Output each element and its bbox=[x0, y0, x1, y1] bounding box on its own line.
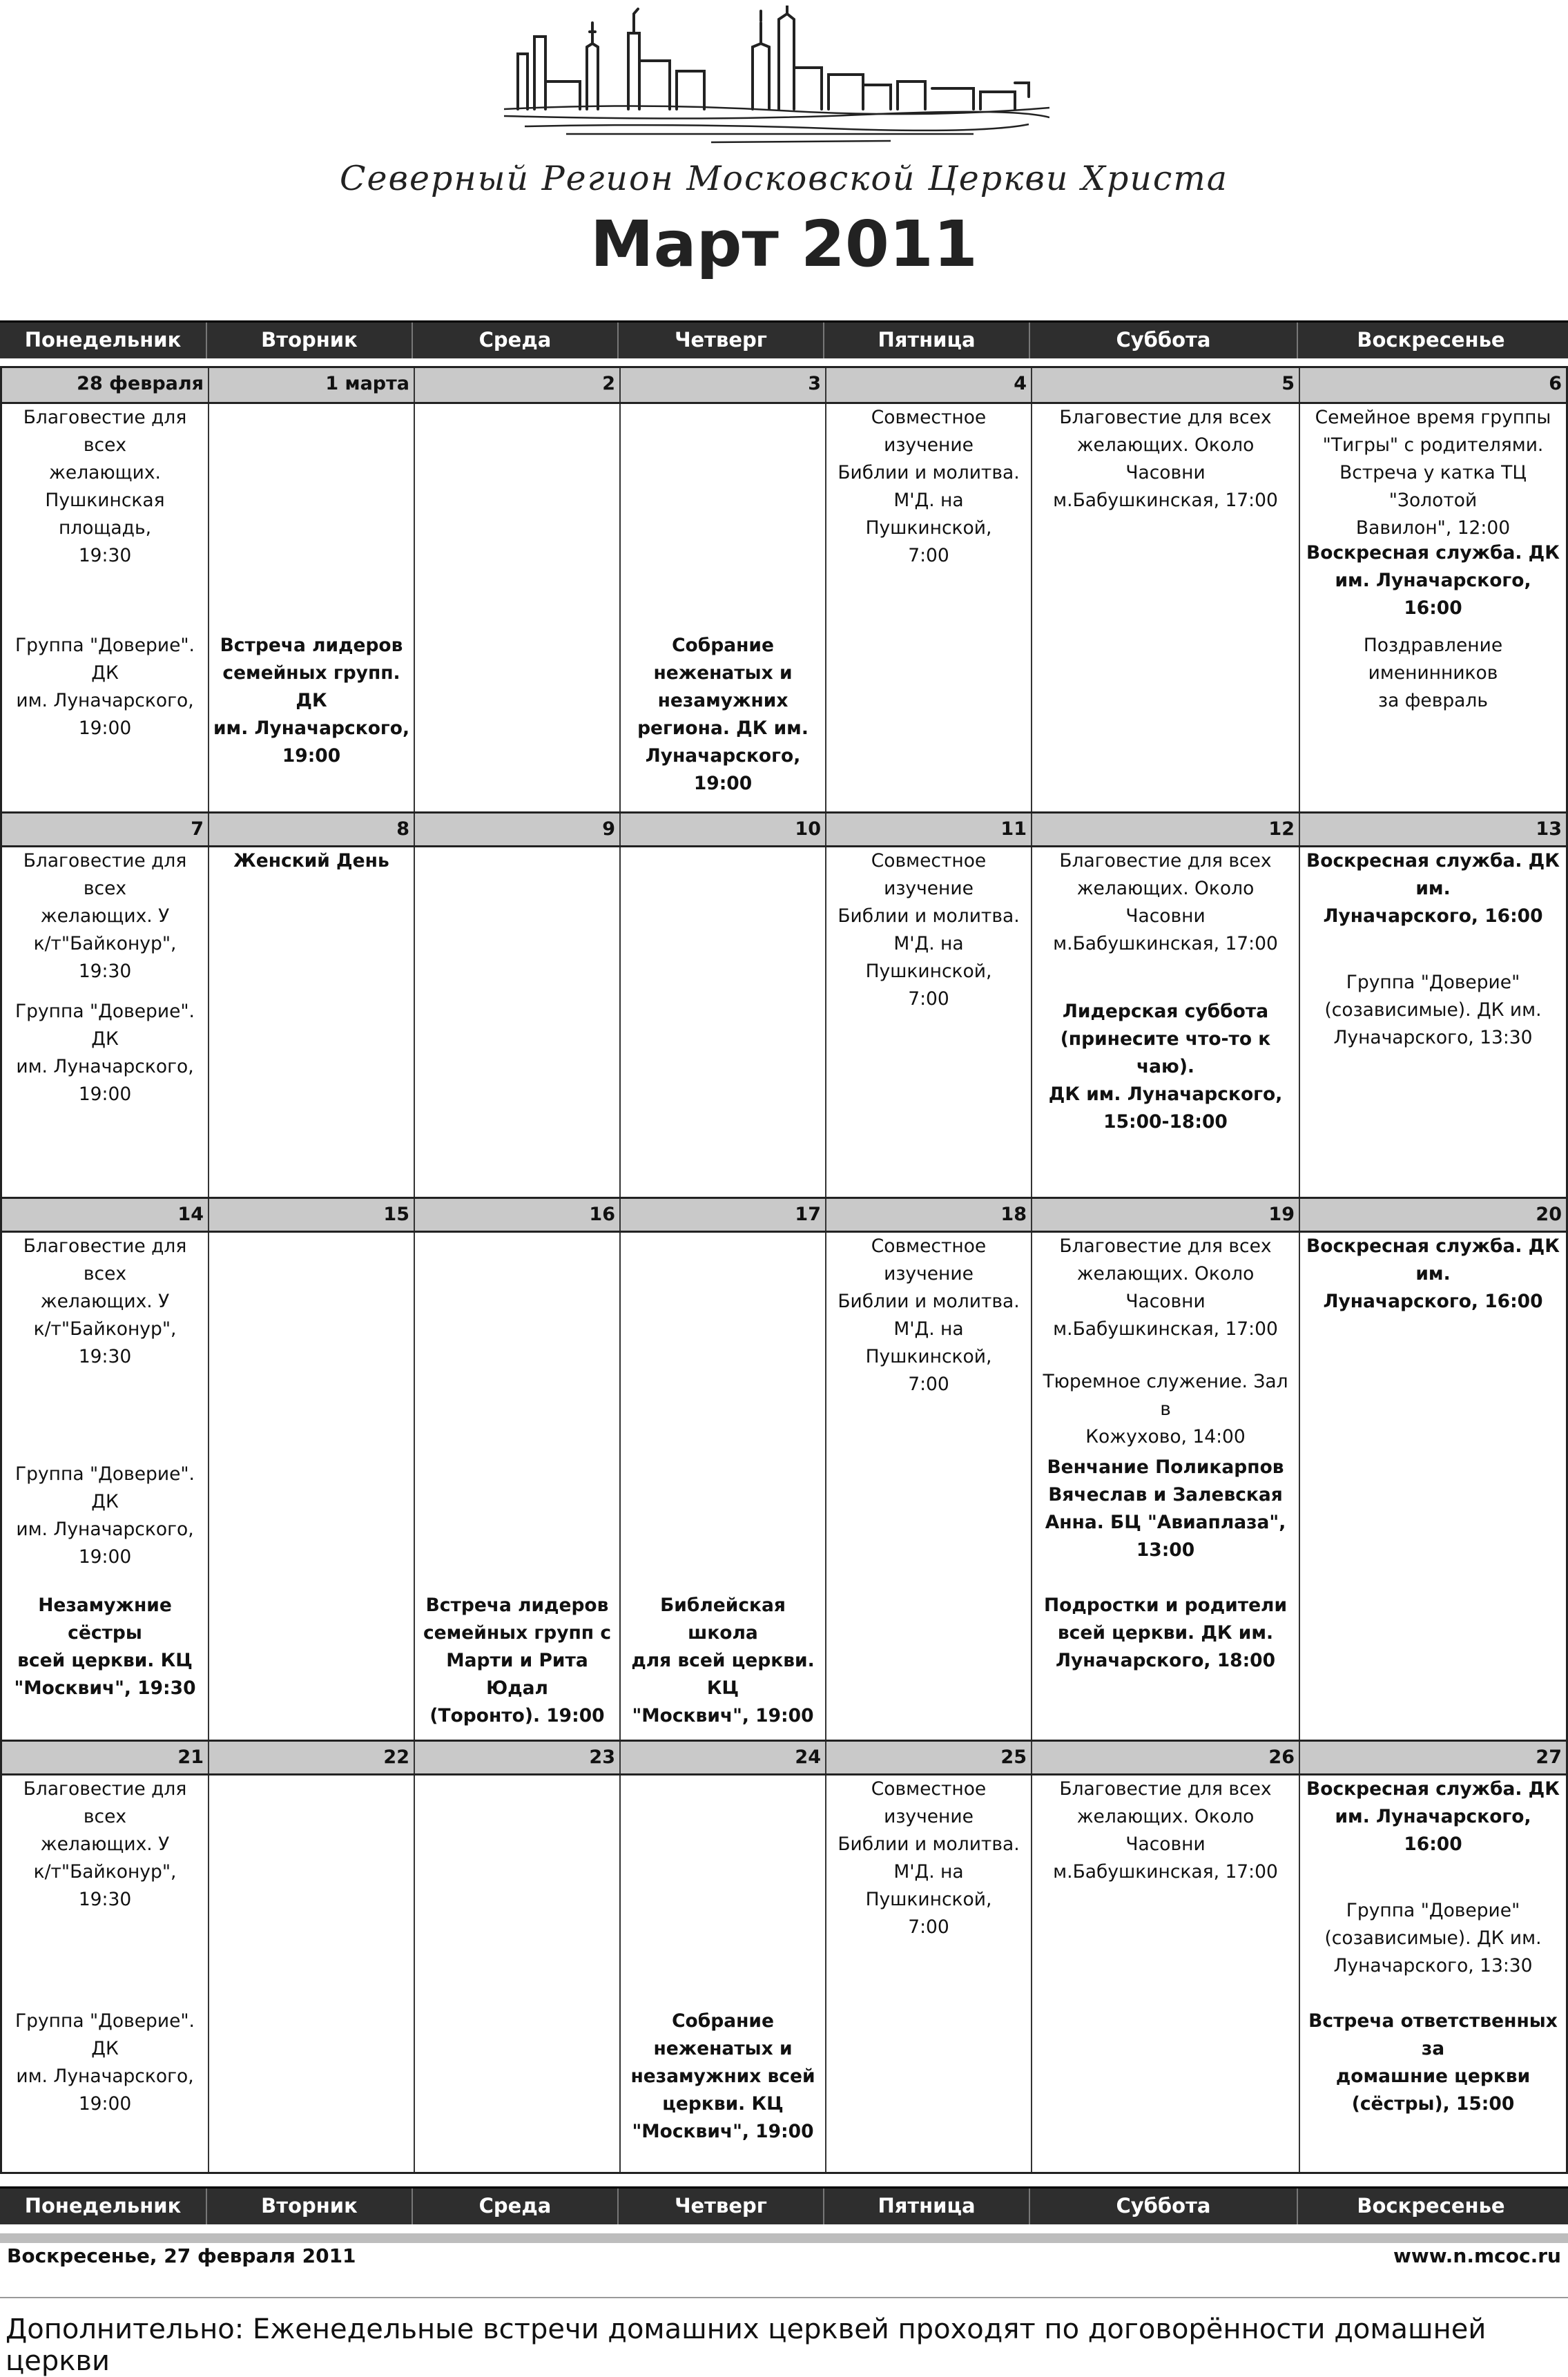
day-number: 4 bbox=[825, 368, 1031, 402]
day-cell bbox=[414, 847, 619, 1197]
calendar-event: Воскресная служба. ДК им. Луначарского, 16:00 bbox=[1306, 1778, 1560, 1855]
calendar-event: Группа "Доверие". ДК им. Луначарского, 19:00 bbox=[15, 1001, 195, 1105]
calendar-event: Совместное изучение Библии и молитва. М'Д. на Пушкинской, 7:00 bbox=[838, 407, 1020, 566]
week-row bbox=[2, 368, 1566, 811]
day-cell bbox=[825, 847, 1031, 1197]
footer-url-link[interactable]: www.n.mcoc.ru bbox=[1393, 2244, 1561, 2267]
day-number: 17 bbox=[619, 1199, 825, 1231]
day-cell bbox=[414, 404, 619, 811]
calendar-event: Благовестие для всех желающих. У к/т"Байконур", 19:30 bbox=[23, 850, 187, 982]
weekday-label: Суббота bbox=[1029, 323, 1297, 358]
calendar-event: Поздравление именинников за февраль bbox=[1363, 635, 1503, 711]
day-cell bbox=[1031, 847, 1299, 1197]
weekday-label: Суббота bbox=[1029, 2188, 1297, 2224]
weekday-label: Четверг bbox=[617, 2188, 823, 2224]
day-cell bbox=[825, 1233, 1031, 1740]
calendar-event: Совместное изучение Библии и молитва. М'Д. на Пушкинской, 7:00 bbox=[838, 850, 1020, 1010]
day-cell bbox=[825, 404, 1031, 811]
date-row bbox=[2, 1197, 1566, 1233]
calendar-event: Встреча лидеров семейных групп с Марти и Рита Юдал (Торонто). 19:00 bbox=[423, 1595, 612, 1726]
day-cell bbox=[1299, 404, 1566, 811]
day-cell bbox=[208, 404, 414, 811]
day-cell bbox=[414, 1233, 619, 1740]
day-number: 15 bbox=[208, 1199, 414, 1231]
calendar-event: Благовестие для всех желающих. У к/т"Байконур", 19:30 bbox=[23, 1778, 187, 1910]
city-skyline-logo bbox=[504, 6, 1049, 164]
day-number: 20 bbox=[1299, 1199, 1566, 1231]
date-row bbox=[2, 1740, 1566, 1775]
day-number: 11 bbox=[825, 814, 1031, 845]
calendar-event: Библейская школа для всей церкви. КЦ "Москвич", 19:00 bbox=[631, 1595, 815, 1726]
weekday-label: Среда bbox=[412, 2188, 617, 2224]
footer-divider bbox=[0, 2233, 1568, 2243]
date-row bbox=[2, 368, 1566, 404]
day-cell bbox=[1031, 1233, 1299, 1740]
day-cell bbox=[825, 1775, 1031, 2172]
calendar-event: Благовестие для всех желающих. Пушкинская площадь, 19:30 bbox=[23, 407, 187, 566]
day-cell bbox=[2, 1775, 208, 2172]
calendar-event: Подростки и родители всей церкви. ДК им. Луначарского, 18:00 bbox=[1043, 1595, 1288, 1671]
calendar-event: Лидерская суббота (принесите что-то к чаю). ДК им. Луначарского, 15:00-18:00 bbox=[1048, 1001, 1283, 1133]
day-cell bbox=[1299, 1775, 1566, 2172]
day-number: 21 bbox=[177, 1746, 204, 1768]
weekday-label: Пятница bbox=[823, 323, 1029, 358]
day-cell bbox=[619, 1233, 825, 1740]
calendar-event: Благовестие для всех желающих. Около Часовни м.Бабушкинская, 17:00 bbox=[1053, 850, 1278, 954]
day-number: 28 февраля bbox=[77, 373, 204, 394]
day-cell bbox=[1299, 847, 1566, 1197]
calendar-event: Собрание неженатых и незамужних региона. ДК им. Луначарского, 19:00 bbox=[637, 635, 809, 794]
calendar-event: Воскресная служба. ДК им. Луначарского, 16:00 bbox=[1306, 1235, 1560, 1312]
day-number: 18 bbox=[825, 1199, 1031, 1231]
calendar-event: Группа "Доверие" (созависимые). ДК им. Луначарского, 13:30 bbox=[1324, 1900, 1542, 1976]
day-cell bbox=[208, 1775, 414, 2172]
weekday-label: Пятница bbox=[823, 2188, 1029, 2224]
day-number: 5 bbox=[1031, 368, 1299, 402]
day-number: 27 bbox=[1299, 1742, 1566, 1773]
date-row bbox=[2, 811, 1566, 847]
day-number: 24 bbox=[619, 1742, 825, 1773]
day-number: 12 bbox=[1031, 814, 1299, 845]
day-number: 9 bbox=[414, 814, 619, 845]
weekday-label: Понедельник bbox=[24, 2194, 182, 2217]
day-cell bbox=[619, 1775, 825, 2172]
calendar-event: Воскресная служба. ДК им. Луначарского, 16:00 bbox=[1306, 850, 1560, 927]
calendar-event: Собрание неженатых и незамужних всей церкви. КЦ "Москвич", 19:00 bbox=[630, 2010, 815, 2142]
day-number: 25 bbox=[825, 1742, 1031, 1773]
weekday-header-top bbox=[0, 320, 1568, 358]
day-number: 23 bbox=[414, 1742, 619, 1773]
weekday-header-bottom bbox=[0, 2186, 1568, 2224]
calendar-event: Тюремное служение. Зал в Кожухово, 14:00 bbox=[1043, 1371, 1288, 1447]
weekday-label: Вторник bbox=[206, 323, 412, 358]
calendar-grid bbox=[0, 366, 1568, 2174]
day-cell bbox=[1299, 1233, 1566, 1740]
calendar-event: Благовестие для всех желающих. Около Часовни м.Бабушкинская, 17:00 bbox=[1053, 1778, 1278, 1883]
calendar-event: Группа "Доверие" (созависимые). ДК им. Луначарского, 13:30 bbox=[1324, 972, 1542, 1048]
weekday-label: Воскресенье bbox=[1297, 2188, 1564, 2224]
day-number: 22 bbox=[208, 1742, 414, 1773]
day-number: 14 bbox=[177, 1204, 204, 1225]
calendar-event: Совместное изучение Библии и молитва. М'Д. на Пушкинской, 7:00 bbox=[838, 1778, 1020, 1938]
calendar-event: Воскресная служба. ДК им. Луначарского, 16:00 bbox=[1306, 542, 1560, 619]
calendar-event: Группа "Доверие". ДК им. Луначарского, 19:00 bbox=[15, 635, 195, 739]
region-title: Северный Регион Московской Церкви Христа bbox=[339, 159, 1228, 198]
calendar-event: Группа "Доверие". ДК им. Луначарского, 19:00 bbox=[15, 1463, 195, 1568]
week-row bbox=[2, 811, 1566, 1197]
weekday-label: Четверг bbox=[617, 323, 823, 358]
day-number: 13 bbox=[1299, 814, 1566, 845]
day-cell bbox=[1031, 404, 1299, 811]
weekday-label: Вторник bbox=[206, 2188, 412, 2224]
footer-date: Воскресенье, 27 февраля 2011 bbox=[7, 2244, 356, 2267]
day-cell bbox=[2, 847, 208, 1197]
day-number: 8 bbox=[208, 814, 414, 845]
week-row bbox=[2, 1740, 1566, 2172]
day-cell bbox=[208, 847, 414, 1197]
weekday-label: Понедельник bbox=[24, 328, 182, 352]
calendar-event: Благовестие для всех желающих. У к/т"Байконур", 19:30 bbox=[23, 1235, 187, 1367]
day-cell bbox=[619, 847, 825, 1197]
calendar-event: Благовестие для всех желающих. Около Часовни м.Бабушкинская, 17:00 bbox=[1053, 407, 1278, 511]
day-number: 19 bbox=[1031, 1199, 1299, 1231]
page-title: Март 2011 bbox=[590, 207, 978, 281]
day-number: 10 bbox=[619, 814, 825, 845]
weekday-label: Среда bbox=[412, 323, 617, 358]
day-number: 26 bbox=[1031, 1742, 1299, 1773]
calendar-event: Благовестие для всех желающих. Около Часовни м.Бабушкинская, 17:00 bbox=[1053, 1235, 1278, 1340]
day-cell bbox=[208, 1233, 414, 1740]
calendar-event: Женский День bbox=[233, 850, 389, 872]
calendar-event: Встреча ответственных за домашние церкви (сёстры), 15:00 bbox=[1308, 2010, 1558, 2115]
calendar-event: Встреча лидеров семейных групп. ДК им. Луначарского, 19:00 bbox=[213, 635, 410, 767]
day-cell bbox=[2, 404, 208, 811]
day-number: 2 bbox=[414, 368, 619, 402]
calendar-event: Незамужние сёстры всей церкви. КЦ "Москвич", 19:30 bbox=[14, 1595, 196, 1699]
day-cell bbox=[414, 1775, 619, 2172]
day-number: 6 bbox=[1299, 368, 1566, 402]
day-cell bbox=[2, 1233, 208, 1740]
day-number: 16 bbox=[414, 1199, 619, 1231]
day-number: 3 bbox=[619, 368, 825, 402]
calendar-event: Группа "Доверие". ДК им. Луначарского, 19:00 bbox=[15, 2010, 195, 2115]
weekday-label: Воскресенье bbox=[1297, 323, 1564, 358]
calendar-event: Совместное изучение Библии и молитва. М'Д. на Пушкинской, 7:00 bbox=[838, 1235, 1020, 1395]
day-number: 1 марта bbox=[208, 368, 414, 402]
calendar-event: Венчание Поликарпов Вячеслав и Залевская Анна. БЦ "Авиаплаза", 13:00 bbox=[1045, 1456, 1286, 1561]
note-divider bbox=[0, 2297, 1568, 2298]
day-cell bbox=[1031, 1775, 1299, 2172]
calendar-event: Семейное время группы "Тигры" с родителями. Встреча у катка ТЦ "Золотой Вавилон", 12:00 bbox=[1315, 407, 1551, 539]
week-row bbox=[2, 1197, 1566, 1740]
day-cell bbox=[619, 404, 825, 811]
footer-note: Дополнительно: Еженедельные встречи домашних церквей проходят по договорённости домашней церкви bbox=[6, 2313, 1487, 2377]
day-number: 7 bbox=[191, 818, 204, 840]
